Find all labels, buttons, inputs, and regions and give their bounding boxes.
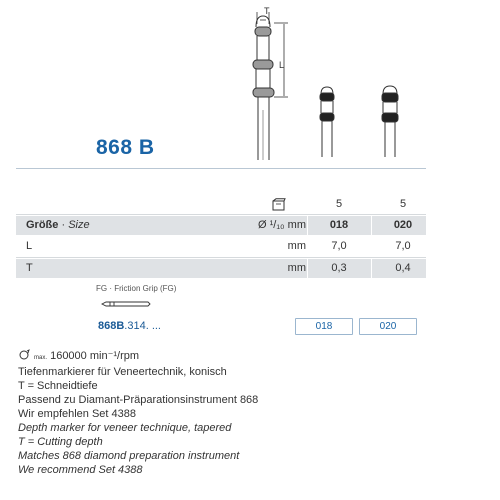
info-line-en: We recommend Set 4388 <box>18 464 143 476</box>
info-line-en: Matches 868 diamond preparation instrument <box>18 450 240 462</box>
depth-value-018: 0,3 <box>331 262 347 274</box>
row-divider <box>16 214 426 215</box>
packaging-value-020: 5 <box>399 198 407 210</box>
rotation-speed-icon <box>18 349 34 360</box>
size-value-020: 020 <box>393 219 413 231</box>
column-divider <box>307 259 308 278</box>
info-line-de: Wir empfehlen Set 4388 <box>18 408 137 420</box>
info-line-en: Depth marker for veneer technique, tapered <box>18 422 232 434</box>
table-row-packaging <box>16 195 426 214</box>
shank-type-label: FG · Friction Grip (FG) <box>96 284 177 293</box>
speed-max-label: max. <box>34 355 48 361</box>
dimension-l-label: L <box>279 60 285 70</box>
info-line-de: Tiefenmarkierer für Veneertechnik, konisch <box>18 366 227 378</box>
package-icon <box>272 198 286 211</box>
instrument-drawing-large <box>220 0 310 160</box>
order-size-020[interactable]: 020 <box>359 318 417 335</box>
info-line-de: T = Schneidtiefe <box>18 380 98 392</box>
size-value-018: 018 <box>329 219 349 231</box>
column-divider <box>371 216 372 235</box>
depth-value-020: 0,4 <box>395 262 411 274</box>
instrument-drawing-020 <box>378 82 402 157</box>
column-divider <box>307 216 308 235</box>
length-label: L <box>26 240 33 252</box>
order-code-base: 868B <box>98 320 125 332</box>
info-block <box>18 349 258 477</box>
table-row-size <box>16 216 426 235</box>
length-value-020: 7,0 <box>395 240 411 252</box>
depth-unit: mm <box>287 262 306 274</box>
table-row-length <box>16 237 426 256</box>
size-label-de: Größe <box>26 219 59 231</box>
order-size-018[interactable]: 018 <box>295 318 353 335</box>
shank-fg-icon <box>100 299 152 309</box>
info-line-de: Passend zu Diamant-Präparationsinstrument 868 <box>18 394 259 406</box>
size-label <box>26 219 90 231</box>
product-title: 868 B <box>96 136 155 159</box>
row-divider <box>16 257 426 258</box>
speed-value: 160000 min⁻¹/rpm <box>50 350 140 362</box>
dimension-t-label: T <box>264 6 270 16</box>
order-code <box>98 320 161 332</box>
info-line-en: T = Cutting depth <box>18 436 103 448</box>
size-label-separator: · <box>58 219 69 231</box>
depth-label: T <box>26 262 33 274</box>
instrument-drawing-018 <box>315 82 339 157</box>
length-unit: mm <box>287 240 306 252</box>
length-value-018: 7,0 <box>331 240 347 252</box>
size-unit: Ø ¹/₁₀ mm <box>258 219 306 231</box>
order-code-suffix: .314. ... <box>124 320 161 332</box>
title-divider <box>16 168 426 169</box>
table-row-depth <box>16 259 426 278</box>
size-label-en: Size <box>68 219 90 231</box>
packaging-value-018: 5 <box>335 198 343 210</box>
speed-line <box>18 349 258 365</box>
column-divider <box>371 259 372 278</box>
